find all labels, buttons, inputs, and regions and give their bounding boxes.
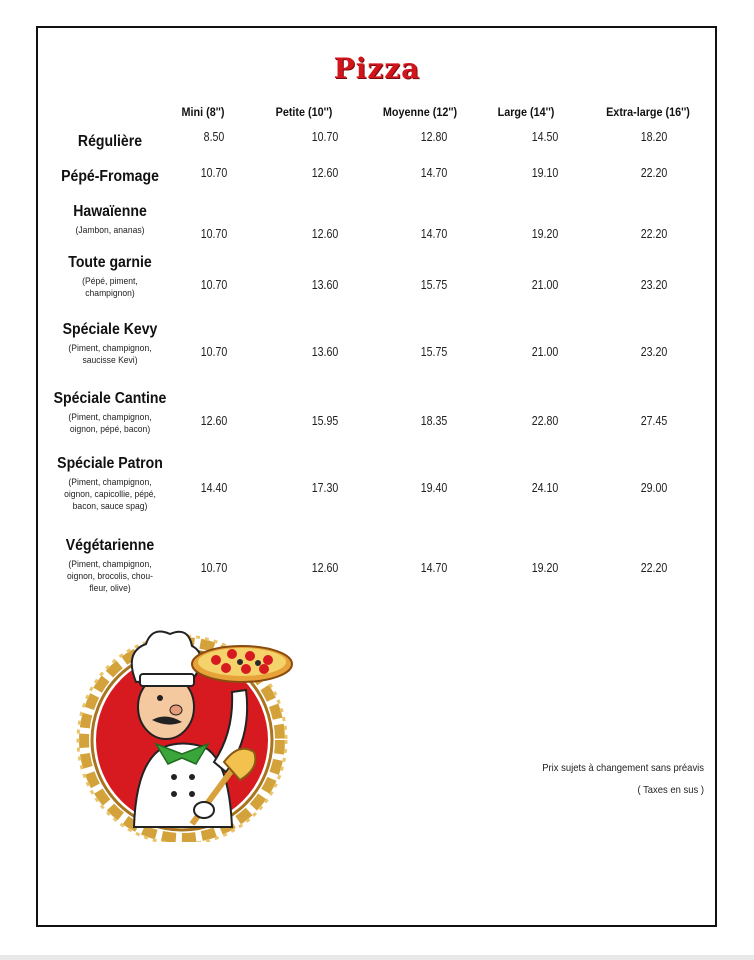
price-cell: 12.60: [311, 166, 339, 180]
price-cell: 29.00: [640, 481, 668, 495]
price-cell: 8.50: [203, 130, 225, 144]
taxes-note: ( Taxes en sus ): [637, 784, 704, 796]
menu-title: Pizza: [333, 52, 421, 85]
price-cell: 27.45: [640, 414, 668, 428]
chef-holding-pizza-icon: [64, 612, 314, 842]
pizza-name: Spéciale Patron: [57, 455, 163, 472]
bottom-strip: [0, 955, 754, 960]
price-cell: 14.70: [420, 227, 448, 241]
price-change-note: Prix sujets à changement sans préavis: [542, 762, 704, 774]
price-cell: 14.40: [200, 481, 228, 495]
pizza-toppings: (Piment, champignon, oignon, brocolis, chou-fleur, olive): [66, 559, 154, 594]
price-cell: 23.20: [640, 278, 668, 292]
price-cell: 21.00: [531, 278, 559, 292]
price-cell: 12.60: [311, 227, 339, 241]
pizza-toppings: (Jambon, ananas): [75, 225, 145, 236]
price-cell: 10.70: [200, 166, 228, 180]
price-cell: 21.00: [531, 345, 559, 359]
price-cell: 17.30: [311, 481, 339, 495]
price-cell: 22.20: [640, 561, 668, 575]
price-cell: 13.60: [311, 278, 339, 292]
pizza-name: Régulière: [77, 133, 143, 150]
size-header: Petite (10''): [275, 105, 333, 119]
pizza-name: Hawaïenne: [73, 203, 147, 220]
price-cell: 10.70: [200, 227, 228, 241]
price-cell: 22.20: [640, 227, 668, 241]
price-cell: 10.70: [311, 130, 339, 144]
pizza-toppings: (Piment, champignon, oignon, pépé, bacon): [68, 412, 152, 435]
pizza-toppings: (Piment, champignon, saucisse Kevi): [68, 343, 152, 366]
price-cell: 24.10: [531, 481, 559, 495]
price-cell: 10.70: [200, 278, 228, 292]
pizza-toppings: (Pépé, piment, champignon): [82, 276, 138, 299]
pizza-name: Végétarienne: [65, 537, 155, 554]
price-cell: 22.80: [531, 414, 559, 428]
pizza-name: Toute garnie: [68, 254, 152, 271]
price-cell: 15.95: [311, 414, 339, 428]
size-header: Moyenne (12''): [382, 105, 458, 119]
price-cell: 22.20: [640, 166, 668, 180]
price-cell: 10.70: [200, 561, 228, 575]
price-cell: 18.35: [420, 414, 448, 428]
pizza-toppings: (Piment, champignon, oignon, capicollie, pépé, bacon, sauce spag): [64, 477, 156, 512]
price-cell: 12.60: [200, 414, 228, 428]
price-cell: 19.20: [531, 561, 559, 575]
price-cell: 14.70: [420, 166, 448, 180]
price-cell: 15.75: [420, 345, 448, 359]
price-cell: 23.20: [640, 345, 668, 359]
price-cell: 19.40: [420, 481, 448, 495]
price-cell: 14.70: [420, 561, 448, 575]
price-cell: 12.60: [311, 561, 339, 575]
price-cell: 15.75: [420, 278, 448, 292]
pizza: [192, 646, 292, 682]
price-cell: 13.60: [311, 345, 339, 359]
price-cell: 18.20: [640, 130, 668, 144]
price-cell: 14.50: [531, 130, 559, 144]
size-header: Extra-large (16''): [606, 105, 690, 119]
price-cell: 19.10: [531, 166, 559, 180]
price-cell: 10.70: [200, 345, 228, 359]
size-header: Large (14''): [497, 105, 555, 119]
price-cell: 19.20: [531, 227, 559, 241]
pizza-name: Spéciale Kevy: [62, 321, 158, 338]
pizza-name: Spéciale Cantine: [53, 390, 167, 407]
pizza-name: Pépé-Fromage: [61, 168, 159, 185]
price-cell: 12.80: [420, 130, 448, 144]
size-header: Mini (8''): [181, 105, 225, 119]
